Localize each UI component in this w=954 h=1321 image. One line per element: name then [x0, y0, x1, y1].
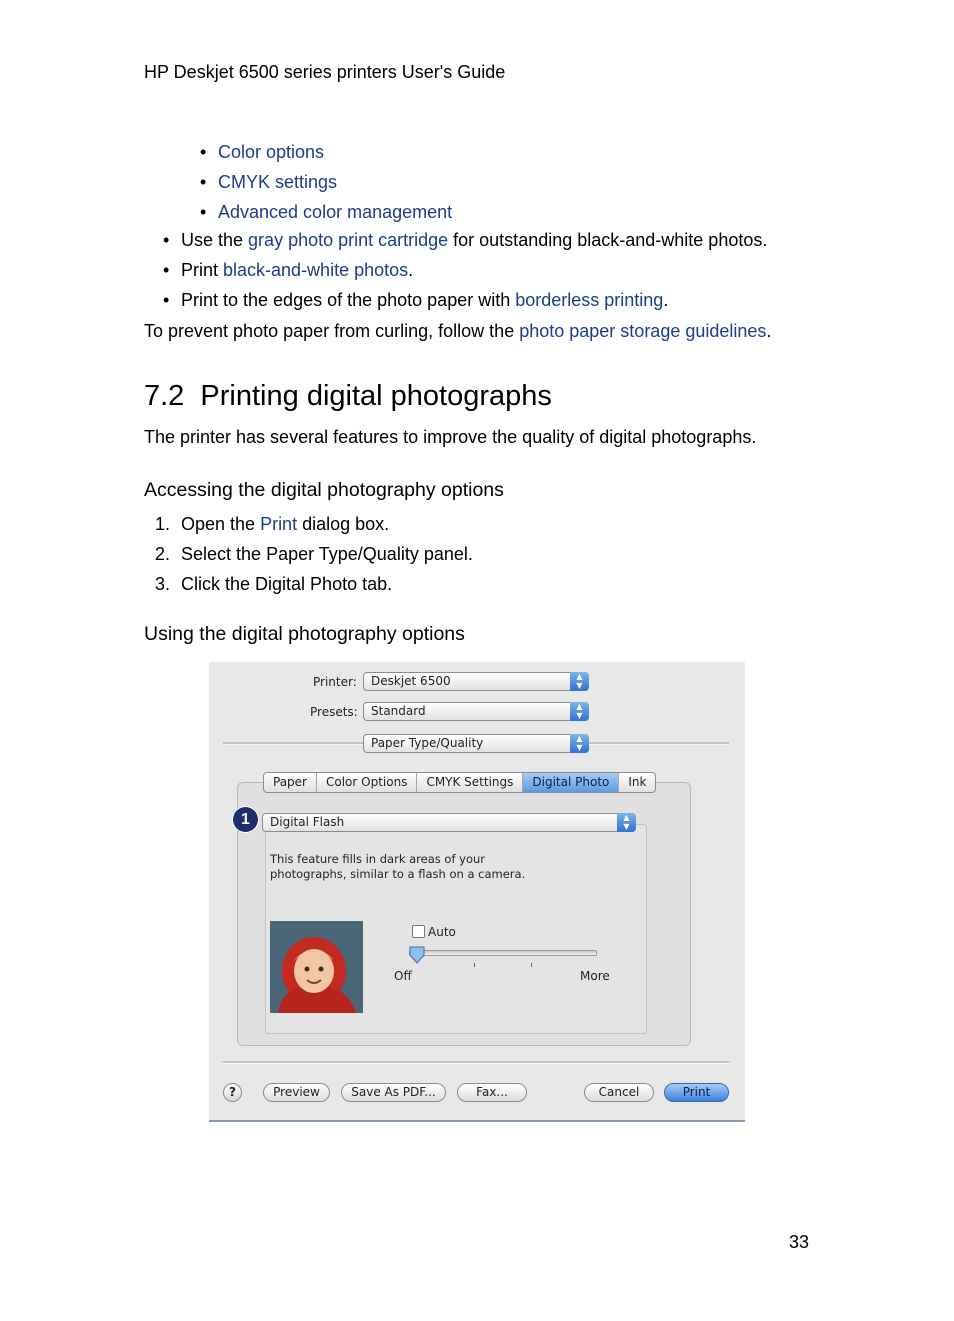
digital-option-select[interactable] [262, 813, 636, 832]
section-title: 7.2 Printing digital photographs [144, 380, 552, 412]
link-print[interactable]: Print [260, 514, 298, 534]
list-item [163, 228, 767, 258]
presets-label: Presets: [310, 705, 358, 719]
text: . [766, 321, 772, 341]
subheading-accessing: Accessing the digital photography options [144, 479, 504, 501]
updown-arrows-icon: ▲ ▼ [570, 734, 589, 753]
step-number: 2. [155, 544, 171, 564]
updown-arrows-icon: ▲ ▼ [570, 702, 589, 721]
slider-thumb-icon[interactable] [409, 946, 425, 964]
steps-list [155, 512, 473, 602]
text: . [663, 290, 669, 310]
bullet: • [200, 172, 207, 192]
list-item [200, 170, 452, 200]
text: for outstanding black-and-white photos. [448, 230, 768, 250]
list-item [163, 258, 767, 288]
text: Open the [181, 514, 261, 534]
step-number: 1. [155, 514, 171, 534]
text: dialog box. [297, 514, 390, 534]
text: Click the [181, 574, 256, 594]
print-button[interactable]: Print [664, 1083, 729, 1102]
cancel-button[interactable]: Cancel [584, 1083, 654, 1102]
link-cmyk-settings[interactable]: CMYK settings [218, 172, 338, 192]
text: Use the [181, 230, 249, 250]
flash-slider-track[interactable] [409, 950, 597, 956]
feature-description: This feature fills in dark areas of your photographs, similar to a flash on a camera. [270, 852, 526, 881]
list-item [155, 542, 473, 572]
link-borderless-printing[interactable]: borderless printing [515, 290, 664, 310]
color-sub-list [200, 140, 452, 230]
bullet: • [200, 142, 207, 162]
callout-badge: 1 [233, 807, 258, 832]
dialog-bottom-edge [209, 1120, 745, 1122]
text: . [408, 260, 414, 280]
bullet: • [163, 230, 170, 250]
link-color-options[interactable]: Color options [218, 142, 325, 162]
link-storage-guidelines[interactable]: photo paper storage guidelines [519, 321, 767, 341]
link-gray-photo-cartridge[interactable]: gray photo print cartridge [248, 230, 449, 250]
list-item [200, 140, 452, 170]
panel-select[interactable] [363, 734, 589, 753]
text: Print [181, 260, 224, 280]
bullet: • [163, 260, 170, 280]
updown-arrows-icon: ▲ ▼ [617, 813, 636, 832]
list-item [155, 512, 473, 542]
bullet: • [200, 202, 207, 222]
printer-label: Printer: [313, 675, 357, 689]
strong-text: Digital Photo [255, 574, 358, 594]
subheading-using: Using the digital photography options [144, 623, 465, 645]
tab-digital-photo[interactable]: Digital Photo [523, 773, 619, 792]
fax-button[interactable]: Fax... [457, 1083, 527, 1102]
tips-list [163, 228, 767, 318]
auto-checkbox[interactable] [412, 925, 425, 938]
text: tab. [357, 574, 393, 594]
help-button[interactable]: ? [223, 1083, 242, 1102]
text: To prevent photo paper from curling, follow the [144, 321, 520, 341]
section-intro: The printer has several features to improve the quality of digital photographs. [144, 427, 757, 447]
save-as-pdf-button[interactable]: Save As PDF... [341, 1083, 446, 1102]
print-dialog [209, 662, 745, 1122]
text: panel. [418, 544, 473, 564]
list-item [200, 200, 452, 230]
option-value: Digital Flash [270, 815, 345, 829]
presets-select[interactable] [363, 702, 589, 721]
slider-min-label: Off [394, 969, 412, 983]
link-advanced-color-management[interactable]: Advanced color management [218, 202, 453, 222]
strong-text: Paper Type/Quality [266, 544, 419, 564]
curl-paragraph [144, 321, 771, 342]
bullet: • [163, 290, 170, 310]
slider-tick [531, 963, 532, 967]
running-header: HP Deskjet 6500 series printers User's Guide [144, 62, 506, 82]
preview-photo [270, 921, 363, 1013]
updown-arrows-icon: ▲ ▼ [570, 672, 589, 691]
step-number: 3. [155, 574, 171, 594]
preview-button[interactable]: Preview [263, 1083, 330, 1102]
divider [223, 1061, 729, 1064]
panel-value: Paper Type/Quality [371, 736, 484, 750]
presets-value: Standard [371, 704, 426, 718]
text: Select the [181, 544, 267, 564]
tab-paper[interactable]: Paper [264, 773, 317, 792]
printer-value: Deskjet 6500 [371, 674, 451, 688]
tab-bar [263, 772, 656, 793]
list-item [163, 288, 767, 318]
tab-cmyk-settings[interactable]: CMYK Settings [417, 773, 523, 792]
link-black-and-white-photos[interactable]: black-and-white photos [223, 260, 409, 280]
list-item [155, 572, 473, 602]
slider-max-label: More [580, 969, 610, 983]
tab-ink[interactable]: Ink [628, 775, 647, 789]
auto-label: Auto [428, 925, 456, 939]
text: Print to the edges of the photo paper with [181, 290, 516, 310]
printer-select[interactable] [363, 672, 589, 691]
child-photo-image [270, 921, 363, 1013]
tab-color-options[interactable]: Color Options [317, 773, 417, 792]
page-number: 33 [789, 1232, 810, 1252]
slider-tick [474, 963, 475, 967]
